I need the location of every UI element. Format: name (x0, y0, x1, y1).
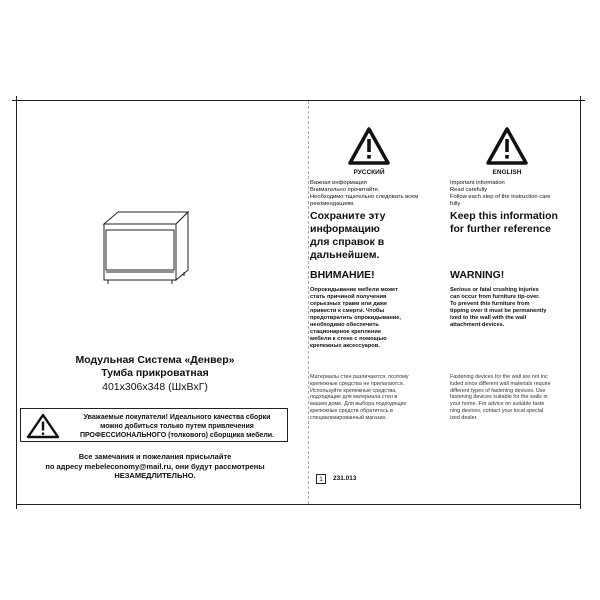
text-line: стационарное крепление (310, 329, 382, 335)
text-line: ixed to the wall with the wall (450, 315, 527, 321)
warning-heading-en: WARNING! (450, 269, 505, 281)
text-line: Материалы стен различаются, поэтому (310, 374, 409, 380)
text-line: необходимо обеспечить (310, 322, 379, 328)
text-line: рекомендациям. (310, 201, 355, 207)
contact-line: Все замечания и пожелания присылайте (78, 452, 232, 461)
text-line: вашем доме. Для выбора подходящих (310, 401, 407, 408)
crop-mark (16, 96, 17, 100)
product-dimensions: 401x306x348 (ШxВxГ) (102, 381, 208, 393)
text-line: your home. For advice on suitable faste (450, 401, 545, 408)
contact-line: НЕЗАМЕДЛИТЕЛЬНО. (114, 471, 196, 480)
text-line: attachment devices. (450, 322, 505, 328)
warning-triangle-icon (347, 126, 391, 166)
text-line: подходящие для материала стен в (310, 394, 398, 401)
text-line: серьезных травм или даже (310, 301, 388, 307)
text-line: Read carefully (450, 187, 488, 193)
text-line: крепежные средства не прилагаются. (310, 380, 405, 387)
text-line: Serious or fatal crushing injuries (450, 287, 539, 293)
crop-mark (12, 100, 16, 101)
text-line: Сохраните эту (310, 210, 386, 222)
document-code: 231.013 (333, 475, 357, 482)
warning-text-en (450, 287, 578, 329)
keep-info-en (450, 210, 578, 236)
page-number: 1 (316, 474, 326, 484)
warning-heading-ru: ВНИМАНИЕ! (310, 269, 375, 281)
product-name: Тумба прикроватная (101, 367, 209, 379)
text-line: мебели к стене с помощью (310, 336, 387, 342)
warning-text-ru (310, 287, 440, 350)
nightstand-drawing (98, 208, 192, 286)
text-line: for further reference (450, 223, 551, 235)
text-line: fastening devices suitable for the walls in (450, 394, 548, 401)
lang-label-russian: РУССКИЙ (353, 169, 385, 176)
fastening-text-en (450, 374, 578, 422)
assembly-notice-text (69, 413, 285, 440)
text-line: ning devices, contact your local special (450, 407, 544, 414)
text-line: специализированный магазин. (310, 414, 387, 421)
text-line: fully (450, 201, 461, 207)
crop-mark (581, 100, 585, 101)
text-line: To prevent this furniture from (450, 301, 530, 307)
keep-info-ru (310, 210, 440, 262)
text-line: can occur from furniture tip-over. (450, 294, 540, 300)
text-line: Внимательно прочитайте. (310, 187, 380, 193)
notice-line: можно добиться только путем привлечения (100, 423, 254, 430)
text-line: крепежных средств обратитесь в (310, 407, 393, 414)
contact-info (20, 452, 290, 481)
warning-triangle-icon (26, 413, 60, 439)
text-line: привести к смерти. Чтобы (310, 308, 385, 314)
text-line: Important information (450, 180, 505, 186)
crop-mark (16, 505, 17, 509)
text-line: Follow each step of the instruction care (450, 194, 551, 200)
text-line: стать причиной получения (310, 294, 387, 300)
text-line: luded since different wall materials require (450, 380, 551, 387)
text-line: предотвратить опрокидывание, (310, 315, 402, 321)
fastening-text-ru (310, 374, 440, 422)
text-line: ized dealer. (450, 414, 478, 421)
text-line: дальнейшем. (310, 249, 380, 261)
text-line: Важная информация (310, 180, 367, 186)
lang-label-english: ENGLISH (492, 169, 522, 176)
text-line: tipping over it must be permanently (450, 308, 547, 314)
important-info-en (450, 180, 578, 208)
contact-line: по адресу mebeleconomy@mail.ru, они будут рассмотрены (45, 461, 265, 471)
text-line: Используйте крепежные средства, (310, 387, 397, 394)
warning-triangle-icon (485, 126, 529, 166)
text-line: информацию (310, 223, 380, 235)
text-line: Необходимо тщательно следовать всем (310, 194, 419, 200)
product-series-title: Модульная Система «Денвер» (75, 354, 235, 366)
text-line: Keep this information (450, 210, 558, 222)
important-info-ru (310, 180, 440, 208)
text-line: крепежных аксессуаров. (310, 343, 380, 349)
text-line: different types of fastening devices. Use (450, 387, 546, 394)
crop-mark (580, 505, 581, 509)
text-line: Опрокидывание мебели может (310, 287, 398, 293)
notice-line: ПРОФЕССИОНАЛЬНОГО (толкового) сборщика мебели. (79, 432, 275, 439)
fold-line (308, 101, 309, 504)
assembly-notice-box (20, 408, 288, 442)
text-line: для справок в (310, 236, 385, 248)
notice-line: Уважаемые покупатели! Идеального качества сборки (83, 414, 271, 421)
text-line: Fastening devices for the wall are not inc (450, 374, 548, 380)
